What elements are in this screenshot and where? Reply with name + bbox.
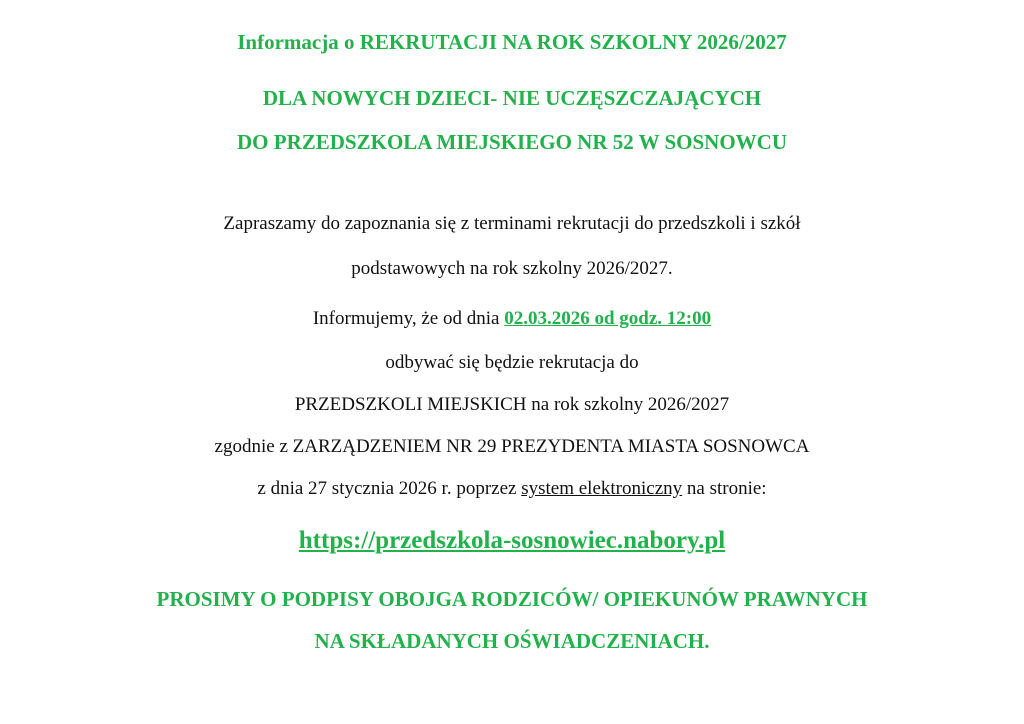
details-line-3: PRZEDSZKOLI MIEJSKICH na rok szkolny 2026/2027	[294, 394, 730, 415]
recruitment-website-link[interactable]: https://przedszkola-sosnowiec.nabory.pl	[298, 527, 726, 554]
url-line	[0, 527, 1024, 555]
notice-line-1: PROSIMY O PODPISY OBOJGA RODZICÓW/ OPIEKUNÓW PRAWNYCH	[156, 587, 868, 611]
electronic-system-link[interactable]: system elektroniczny	[521, 478, 683, 499]
title-line-1: Informacja o REKRUTACJI NA ROK SZKOLNY 2026/2027	[237, 30, 787, 54]
details-line-5	[0, 478, 1024, 500]
recruitment-start-date: 02.03.2026 od godz. 12:00	[504, 308, 712, 329]
inform-prefix: Informujemy, że od dnia	[312, 308, 505, 329]
details-line-4: zgodnie z ZARZĄDZENIEM NR 29 PREZYDENTA MIASTA SOSNOWCA	[214, 436, 810, 457]
title-line-2: DLA NOWYCH DZIECI- NIE UCZĘSZCZAJĄCYCH	[262, 86, 762, 110]
title-line-3: DO PRZEDSZKOLA MIEJSKIEGO NR 52 W SOSNOWCU	[237, 130, 787, 154]
intro-line-2: podstawowych na rok szkolny 2026/2027.	[351, 258, 673, 279]
details-line-5-prefix: z dnia 27 stycznia 2026 r. poprzez	[257, 478, 522, 499]
details-line-2: odbywać się będzie rekrutacja do	[385, 352, 639, 373]
inform-line	[0, 308, 1024, 330]
details-line-5-suffix: na stronie:	[682, 478, 767, 499]
notice-line-2: NA SKŁADANYCH OŚWIADCZENIACH.	[314, 629, 710, 653]
intro-line-1: Zapraszamy do zapoznania się z terminami rekrutacji do przedszkoli i szkół	[223, 213, 801, 234]
